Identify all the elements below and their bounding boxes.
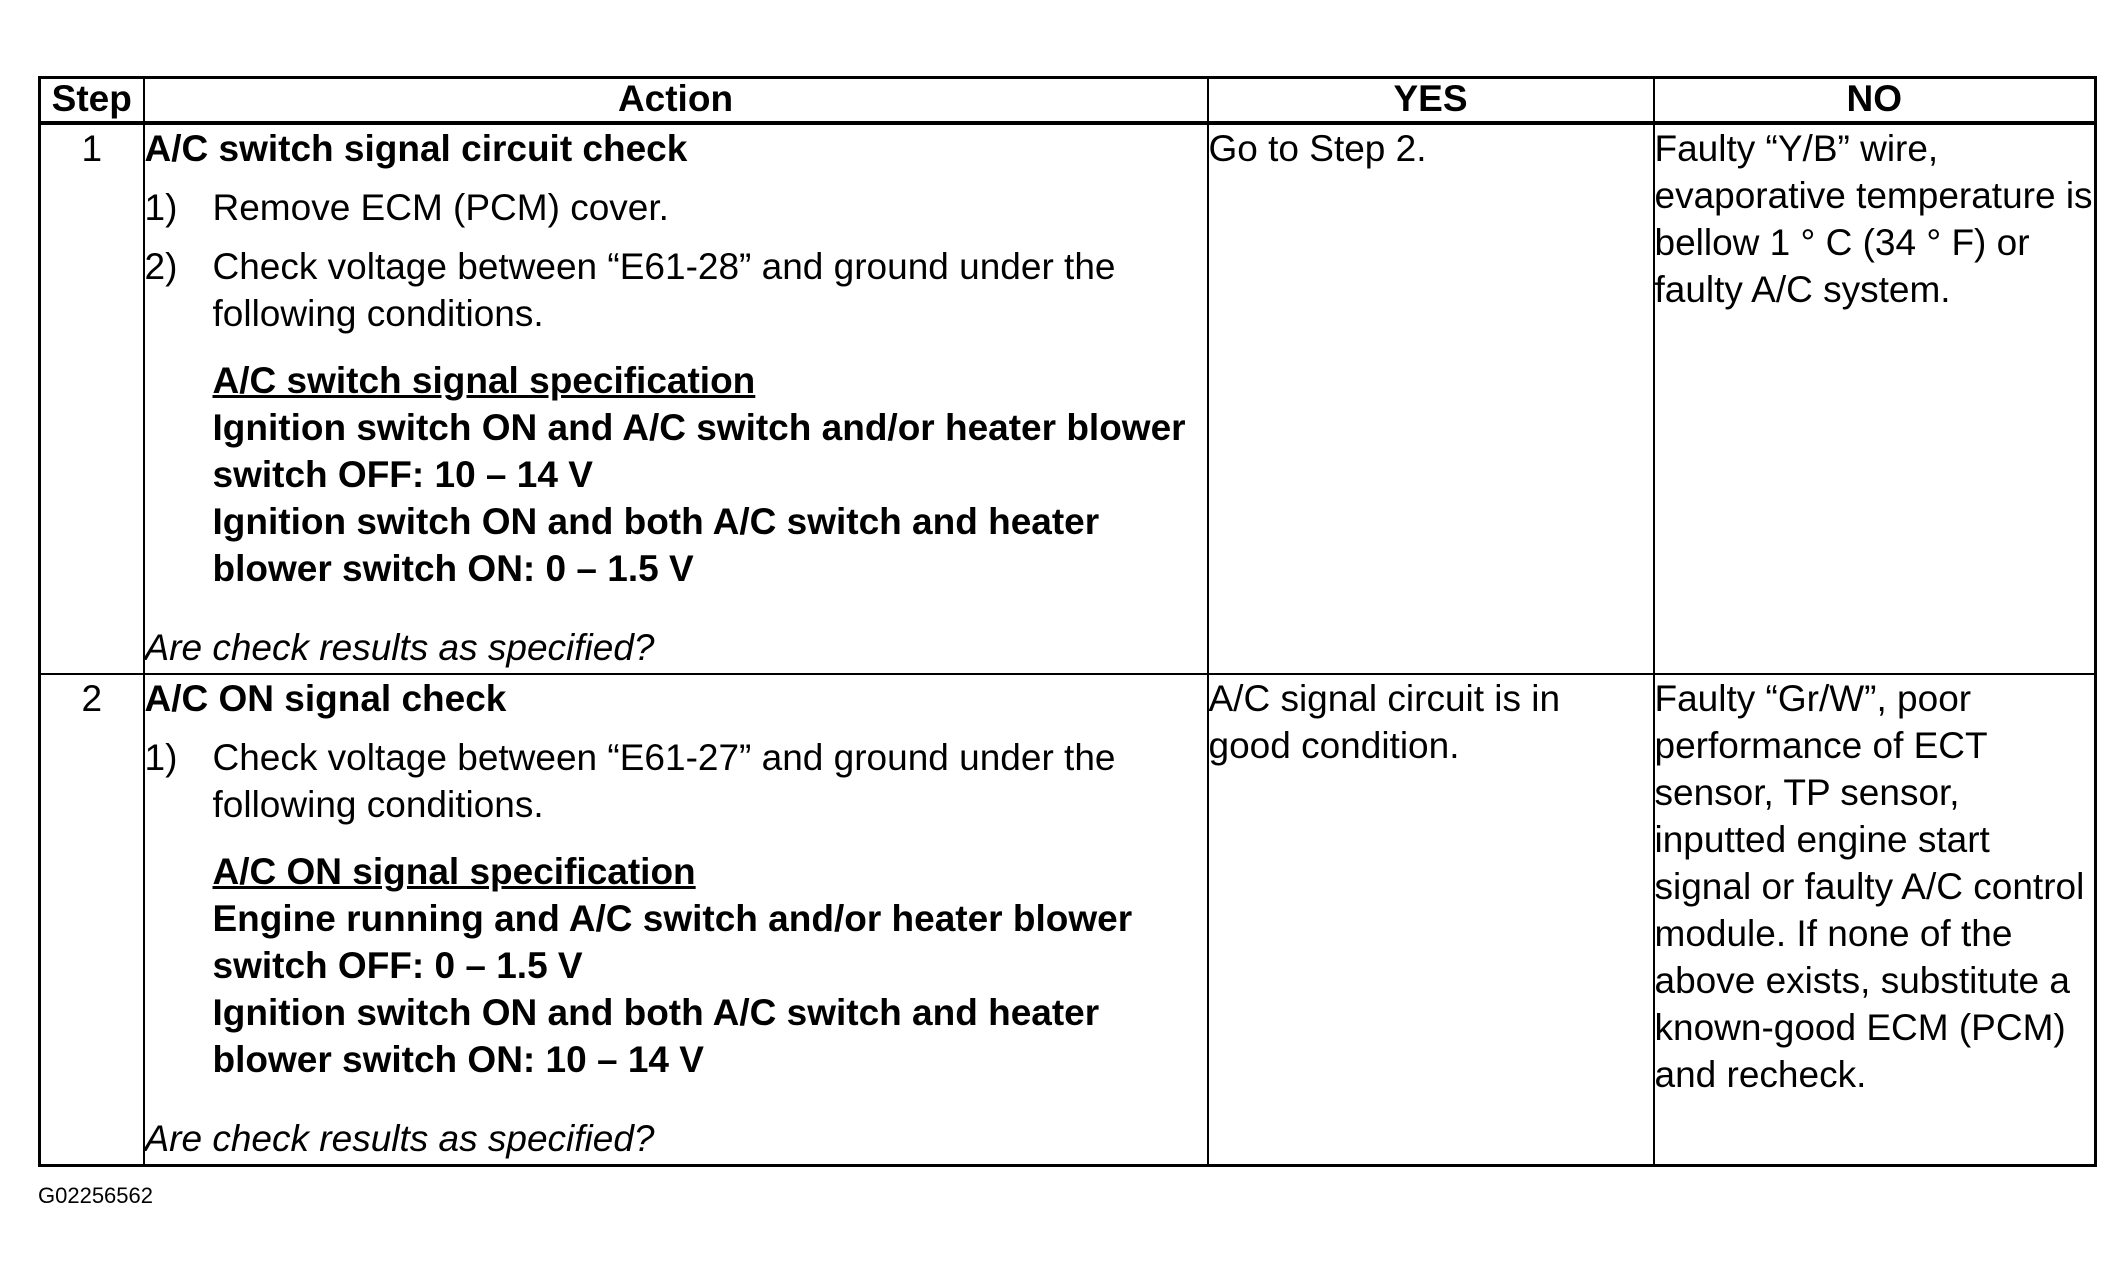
header-action: Action — [144, 78, 1208, 124]
no-cell: Faulty “Gr/W”, poor performance of ECT sensor, TP sensor, inputted engine start signal or faulty A/C control module. If none of the above exists, substitute a known-good ECM (PCM) and recheck. — [1654, 674, 2096, 1166]
step-number: 2 — [40, 674, 144, 1166]
figure-id: G02256562 — [38, 1183, 153, 1208]
specification-line: Ignition switch ON and A/C switch and/or heater blower switch OFF: 10 – 14 V — [212, 407, 1186, 495]
table-row — [40, 674, 2096, 1166]
item-number: 2) — [144, 246, 178, 287]
item-number: 1) — [144, 187, 178, 228]
item-text: Check voltage between “E61-27” and ground under the following conditions. — [212, 737, 1116, 825]
step-number: 1 — [40, 123, 144, 674]
specification-block — [213, 357, 1207, 592]
header-no: NO — [1654, 78, 2096, 124]
yes-cell: A/C signal circuit is in good condition. — [1208, 674, 1654, 1166]
specification-line: Ignition switch ON and both A/C switch and heater blower switch ON: 0 – 1.5 V — [212, 501, 1100, 589]
specification-title: A/C switch signal specification — [212, 360, 756, 401]
specification-line: Ignition switch ON and both A/C switch and heater blower switch ON: 10 – 14 V — [212, 992, 1100, 1080]
no-cell: Faulty “Y/B” wire, evaporative temperature is bellow 1 ° C (34 ° F) or faulty A/C system. — [1654, 123, 2096, 674]
item-text: Check voltage between “E61-28” and ground under the following conditions. — [212, 246, 1116, 334]
check-question: Are check results as specified? — [144, 1118, 655, 1159]
check-title: A/C switch signal circuit check — [144, 128, 688, 169]
header-step: Step — [40, 78, 144, 124]
item-number: 1) — [144, 737, 178, 778]
header-row — [40, 78, 2096, 124]
table-row — [40, 123, 2096, 674]
list-item — [145, 243, 1207, 337]
yes-cell: Go to Step 2. — [1208, 123, 1654, 674]
specification-title: A/C ON signal specification — [212, 851, 696, 892]
header-yes: YES — [1208, 78, 1654, 124]
action-cell — [144, 674, 1208, 1166]
check-question: Are check results as specified? — [144, 627, 655, 668]
action-cell — [144, 123, 1208, 674]
diagnosis-table — [38, 76, 2097, 1167]
check-title: A/C ON signal check — [144, 678, 507, 719]
item-text: Remove ECM (PCM) cover. — [212, 187, 669, 228]
specification-line: Engine running and A/C switch and/or heater blower switch OFF: 0 – 1.5 V — [212, 898, 1133, 986]
specification-block — [213, 848, 1207, 1083]
list-item — [145, 184, 1207, 231]
list-item — [145, 734, 1207, 828]
